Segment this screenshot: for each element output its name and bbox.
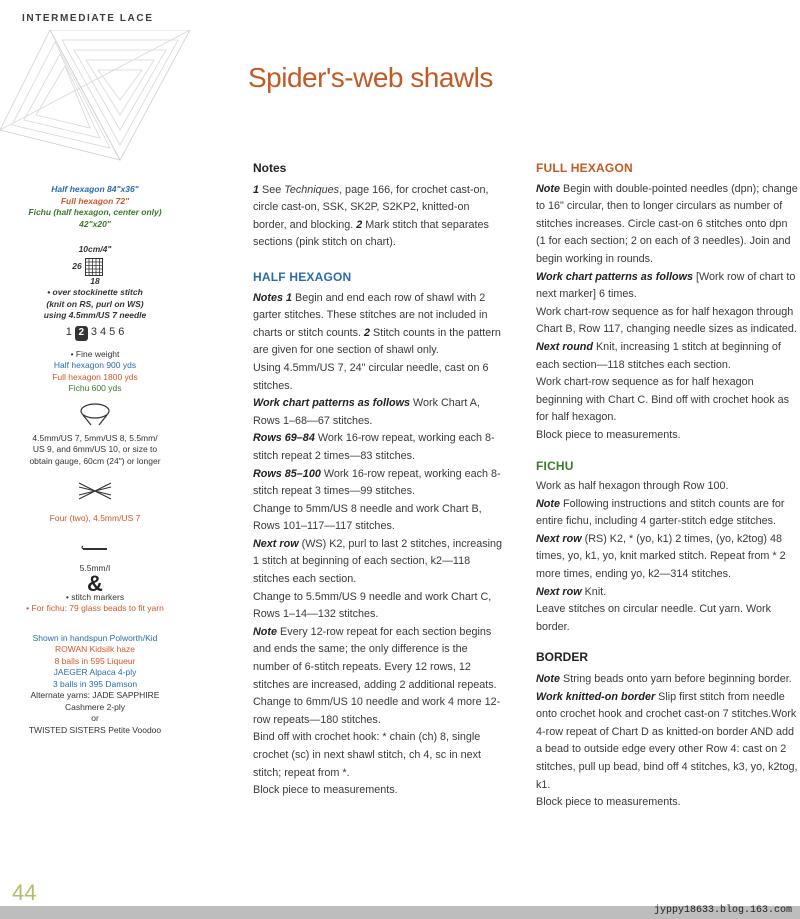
fichu-next-row-2: Next row Knit. xyxy=(536,585,607,598)
hook-size: 5.5mm/I xyxy=(79,562,111,573)
fichu-next-row: Next row (RS) K2, * (yo, k1) 2 times, (yo, k2tog) 48 times, yo, k1, yo, knit marked stitch. Repeat from * 2 more times, ending yo, k2—314 stitches. xyxy=(536,532,786,581)
half-notes: Notes 1 Begin and end each row of shawl with 2 garter stitches. These stitches are not included in charts or stitch counts. 2 Stitch counts in the pattern are given for one section of shawl only. xyxy=(253,291,501,357)
next-row: Next row (WS) K2, purl to last 2 stitches, increasing 1 stitch at beginning of each section, k2—118 stitches each section. xyxy=(253,537,503,586)
rows-85-100: Rows 85–100 Work 16-row repeat, working each 8-stitch repeat 3 times—99 stitches. xyxy=(253,467,501,498)
fichu-leave: Leave stitches on circular needle. Cut yarn. Work border. xyxy=(536,603,772,633)
shawl-diagram xyxy=(0,30,200,180)
border-note: Note String beads onto yarn before beginning border. xyxy=(536,673,792,686)
weight-3: 3 xyxy=(90,326,97,339)
yarn-amount-1: 8 balls in 595 Liqueur xyxy=(54,655,136,666)
full-note: Note Begin with double-pointed needles (dpn); change to 16" circular, then to longer circulars as number of stitches increases. Circle cast-on 6 stitches onto dpn (1 for each section; 2 on each of 3 needles). Join and begin working in rounds. xyxy=(536,182,798,265)
extras-1: • stitch markers xyxy=(65,591,125,602)
needles-1: 4.5mm/US 7, 5mm/US 8, 5.5mm/ xyxy=(32,432,158,443)
full-sequence-2: Work chart-row sequence as for half hexagon beginning with Chart C. Bind off with crochet hook as for half hexagon. xyxy=(536,376,790,424)
border-block: Block piece to measurements. xyxy=(536,796,681,809)
border-heading: BORDER xyxy=(536,650,589,665)
fichu-work: Work as half hexagon through Row 100. xyxy=(536,480,729,493)
weight-6: 6 xyxy=(118,326,125,339)
weight-1: 1 xyxy=(65,326,72,339)
amount-half: Half hexagon 900 yds xyxy=(53,360,137,370)
cast-on: Using 4.5mm/US 7, 24" circular needle, cast on 6 stitches. xyxy=(253,361,489,392)
border-work: Work knitted-on border Slip first stitch from needle onto crochet hook and crochet cast-on 7 stitches.Work 4-row repeat of Chart D as knitted-on border AND add a bead to outside edge every other Row 4: cast on 2 stitches, pull up bead, bind off 4 stitches, k3, yo, k2tog, k1. xyxy=(536,690,798,791)
notes-paragraph: 1 See Techniques, page 166, for crochet cast-on, circle cast-on, SSK, SK2P, S2KP2, knitted-on border, and blocking. 2 Mark stitch that separates sections (pink stitch on chart). xyxy=(253,183,489,249)
fichu-note: Note Following instructions and stitch counts are for entire fichu, including 4 garter-stitch edge stitches. xyxy=(536,497,785,528)
weight-5: 5 xyxy=(109,326,116,339)
size-full-hexagon: Full hexagon 72" xyxy=(60,195,130,206)
needles-3: obtain gauge, 60cm (24") or longer xyxy=(29,455,161,466)
circular-needle-icon xyxy=(77,401,113,427)
amount-full: Full hexagon 1800 yds xyxy=(52,371,138,382)
yarn-weight-scale xyxy=(0,326,190,341)
watermark: jyppy18633.blog.163.com xyxy=(653,905,792,916)
full-next-round: Next round Knit, increasing 1 stitch at beginning of each section—118 stitches each section. xyxy=(536,340,781,371)
weight-label: • Fine weight xyxy=(70,348,120,359)
yarn-alt-3: TWISTED SISTERS Petite Voodoo xyxy=(28,724,162,735)
extras-2: • For fichu: 79 glass beads to fit yarn xyxy=(26,603,164,613)
needles-2: US 9, and 6mm/US 10, or size to xyxy=(32,444,158,454)
yarn-amount-2: 3 balls in 395 Damson xyxy=(52,678,138,689)
gauge-measure: 10cm/4" xyxy=(78,244,112,254)
weight-selected: 2 xyxy=(75,326,88,341)
gauge-note-2: (knit on RS, purl on WS) xyxy=(46,298,144,309)
notes-heading: Notes xyxy=(253,161,287,175)
full-work-charts: Work chart patterns as follows [Work row of chart to next marker] 6 times. xyxy=(536,270,796,301)
gauge-note-3: using 4.5mm/US 7 needle xyxy=(43,310,147,320)
gauge-grid-icon xyxy=(85,258,103,276)
bind-off: Bind off with crochet hook: * chain (ch) 8, single crochet (sc) in next shawl stitch, ch 4, sc in next stitch; repeat from *. xyxy=(253,731,482,779)
size-half-hexagon: Half hexagon 84"x36" xyxy=(51,184,139,194)
section-tag: INTERMEDIATE LACE xyxy=(22,13,154,24)
change-needle-3: Change to 6mm/US 10 needle and work 4 more 12-row repeats—180 stitches. xyxy=(253,696,501,726)
half-hexagon-heading: HALF HEXAGON xyxy=(253,269,352,284)
full-sequence-1: Work chart-row sequence as for half hexagon through Chart B, Row 117, changing needle sizes as indicated. xyxy=(536,305,797,336)
crochet-hook-icon xyxy=(80,543,110,555)
dpn-icon xyxy=(77,477,113,505)
gauge-rows: 26 xyxy=(72,260,82,271)
yarn-alt-2: Cashmere 2-ply xyxy=(65,701,125,712)
sidebar xyxy=(0,184,190,736)
yarn-brand-2: JAEGER Alpaca 4-ply xyxy=(53,667,137,677)
fichu-heading: FICHU xyxy=(536,458,574,473)
notions-ampersand: & xyxy=(87,571,103,596)
amount-fichu: Fichu 600 yds xyxy=(68,383,122,393)
size-fichu: Fichu (half hexagon, center only) xyxy=(28,207,162,217)
gauge-stitches: 18 xyxy=(90,275,100,286)
size-fichu-dims: 42"x20" xyxy=(79,218,111,229)
change-needle-2: Change to 5.5mm/US 9 needle and work Chart C, Rows 1–14—132 stitches. xyxy=(253,590,492,621)
rows-69-84: Rows 69–84 Work 16-row repeat, working each 8-stitch repeat 2 times—83 stitches. xyxy=(253,432,495,462)
repeat-note: Note Every 12-row repeat for each section begins and ends the same; the only difference is the number of 6-stitch repeats. Every 12 rows, 12 stitches are increased, adding 2 additional repeats. xyxy=(253,625,497,691)
change-needle-1: Change to 5mm/US 8 needle and work Chart B, Rows 101–117—117 stitches. xyxy=(253,502,482,533)
full-block: Block piece to measurements. xyxy=(536,428,681,441)
yarn-alt-1: Alternate yarns: JADE SAPPHIRE xyxy=(30,690,160,700)
dpn-size: Four (two), 4.5mm/US 7 xyxy=(49,513,141,523)
column-right xyxy=(536,160,798,812)
page-title: Spider's-web shawls xyxy=(248,62,493,93)
work-charts: Work chart patterns as follows Work Chart A, Rows 1–68—67 stitches. xyxy=(253,397,481,427)
yarn-shown: Shown in handspun Polworth/Kid xyxy=(32,632,158,643)
block-half: Block piece to measurements. xyxy=(253,784,398,797)
yarn-brand-1: ROWAN Kidsilk haze xyxy=(55,644,135,654)
page-number: 44 xyxy=(12,880,37,905)
weight-4: 4 xyxy=(99,326,107,339)
full-hexagon-heading: FULL HEXAGON xyxy=(536,161,633,175)
column-left xyxy=(253,160,503,800)
gauge-note-1: • over stockinette stitch xyxy=(47,287,143,297)
yarn-alt-or: or xyxy=(91,713,99,723)
